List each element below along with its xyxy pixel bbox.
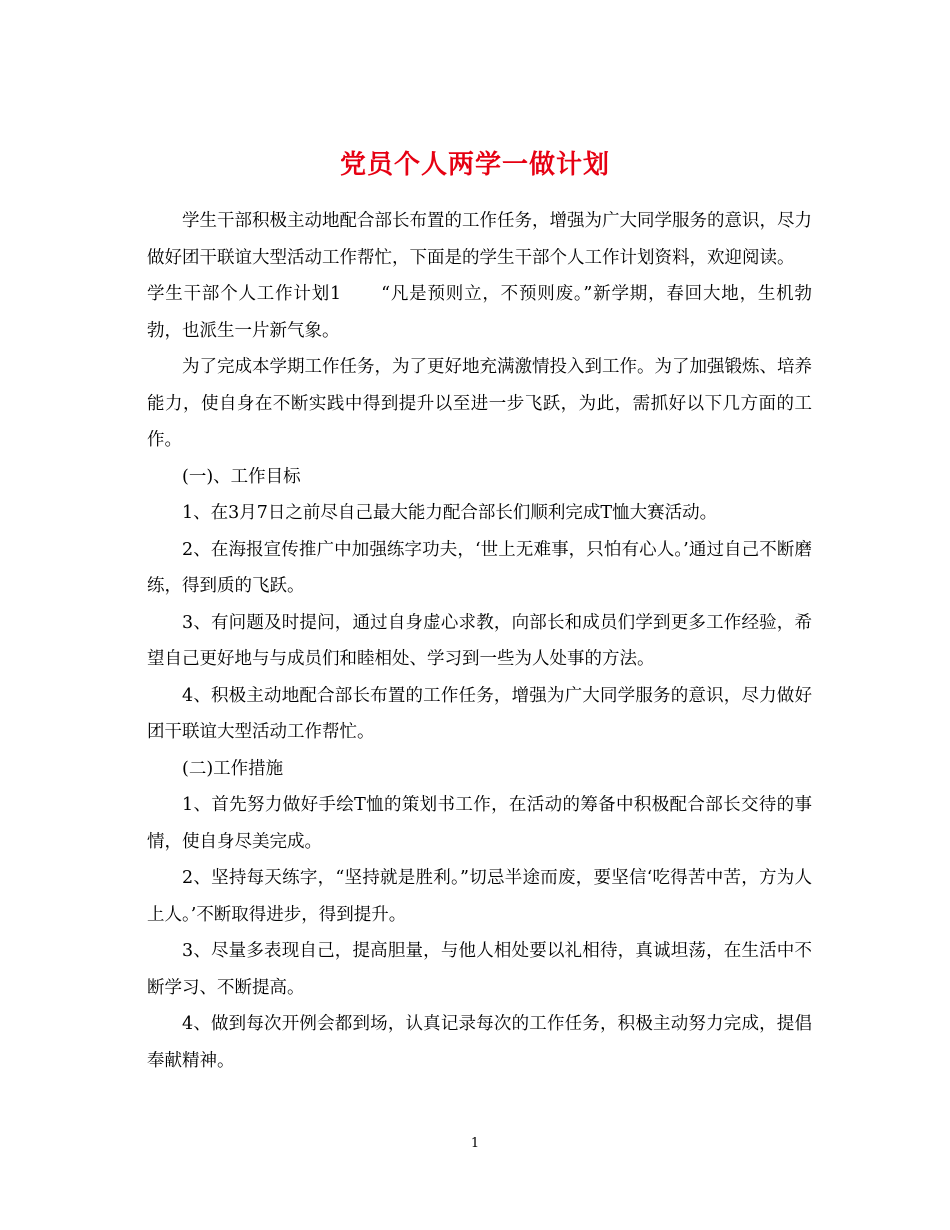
measure-item-3: 3、尽量多表现自己，提高胆量，与他人相处要以礼相待，真诚坦荡，在生活中不断学习、不断提高。 <box>147 941 812 998</box>
goal-item-1: 1、在3月7日之前尽自己最大能力配合部长们顺利完成T恤大赛活动。 <box>182 503 718 523</box>
goal-item-2: 2、在海报宣传推广中加强练字功夫，‘世上无难事，只怕有心人。’通过自己不断磨练，得到质的飞跃。 <box>147 539 812 596</box>
goals-heading: (一)、工作目标 <box>182 466 301 487</box>
goal-item-4: 4、积极主动地配合部长布置的工作任务，增强为广大同学服务的意识，尽力做好团干联谊大型活动工作帮忙。 <box>147 685 812 742</box>
measure-item-1: 1、首先努力做好手绘T恤的策划书工作，在活动的筹备中积极配合部长交待的事情，使自身尽美完成。 <box>147 795 812 852</box>
measures-heading: (二)工作措施 <box>182 758 284 779</box>
intro-paragraph: 学生干部积极主动地配合部长布置的工作任务，增强为广大同学服务的意识，尽力做好团干联谊大型活动工作帮忙，下面是的学生干部个人工作计划资料，欢迎阅读。 <box>147 211 812 268</box>
page-number: 1 <box>470 1136 480 1151</box>
purpose-paragraph: 为了完成本学期工作任务，为了更好地充满激情投入到工作。为了加强锻炼、培养能力，使自身在不断实践中得到提升以至进一步飞跃，为此，需抓好以下几方面的工作。 <box>147 357 812 450</box>
goal-item-3: 3、有问题及时提问，通过自身虚心求教，向部长和成员们学到更多工作经验，希望自己更好地与与成员们和睦相处、学习到一些为人处事的方法。 <box>147 612 812 669</box>
plan-paragraph <box>147 276 812 349</box>
plan-heading: 学生干部个人工作计划1 <box>147 284 342 304</box>
measure-item-2: 2、坚持每天练字，“坚持就是胜利。”切忌半途而废，要坚信‘吃得苦中苦，方为人上人。’不断取得进步，得到提升。 <box>147 868 812 925</box>
plan-opening: “凡是预则立，不预则废。”新学期，春回大地，生机勃勃，也派生一片新气象。 <box>147 284 812 341</box>
document-body <box>147 203 812 1079</box>
document-title: 党员个人两学一做计划 <box>339 150 610 181</box>
measure-item-4: 4、做到每次开例会都到场，认真记录每次的工作任务，积极主动努力完成，提倡奉献精神。 <box>147 1014 812 1071</box>
